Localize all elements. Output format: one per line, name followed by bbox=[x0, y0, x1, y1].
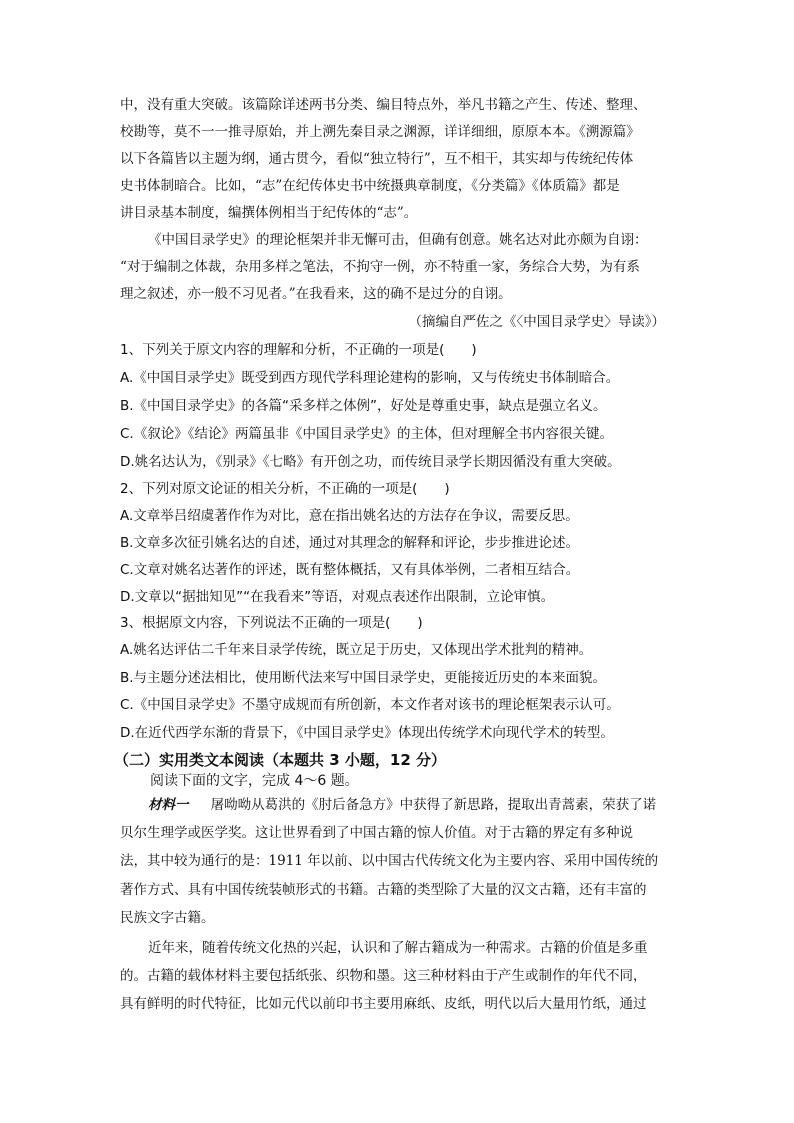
question-stem: 1、下列关于原文内容的理解和分析，不正确的一项是( ) bbox=[120, 342, 477, 358]
question-option: C.文章对姚名达著作的评述，既有整体概括，又有具体举例，二者相互结合。 bbox=[120, 562, 580, 578]
question-option: B.与主题分述法相比，使用断代法来写中国目录学史，更能接近历史的本来面貌。 bbox=[120, 670, 607, 686]
passage-line: 的。古籍的载体材料主要包括纸张、织物和墨。这三种材料由于产生或制作的年代不同， bbox=[120, 968, 647, 984]
passage-line: 贝尔生理学或医学奖。这让世界看到了中国古籍的惊人价值。对于古籍的界定有多种说 bbox=[120, 825, 633, 841]
passage-line: 理之叙述，亦一般不习见者。”在我看来，这的确不是过分的自诩。 bbox=[120, 286, 512, 302]
question-option: D.文章以“据拙知见”“在我看来”等语，对观点表述作出限制，立论审慎。 bbox=[120, 589, 555, 605]
passage-line bbox=[148, 795, 680, 815]
question-option: B.文章多次征引姚名达的自述，通过对其理念的解释和评论，步步推进论述。 bbox=[120, 535, 580, 551]
passage-line: 《中国目录学史》的理论框架并非无懈可击，但确有创意。姚名达对此亦颇为自诩： bbox=[148, 232, 648, 248]
question-option: A.《中国目录学史》既受到西方现代学科理论建构的影响，又与传统史书体制暗合。 bbox=[120, 370, 620, 386]
passage-line: 具有鲜明的时代特征，比如元代以前印书主要用麻纸、皮纸，明代以后大量用竹纸，通过 bbox=[120, 996, 647, 1012]
material-label: 材料一 bbox=[148, 797, 189, 813]
question-stem: 2、下列对原文论证的相关分析，不正确的一项是( ) bbox=[120, 481, 450, 497]
material-text: 屠呦呦从葛洪的《肘后备急方》中获得了新思路，提取出青蒿素，荣获了诺 bbox=[210, 797, 657, 813]
source-citation: （摘编自严佐之《〈中国目录学史〉导读》） bbox=[408, 314, 665, 330]
passage-line: 史书体制暗合。比如，“志”在纪传体史书中统摄典章制度，《分类篇》《体质篇》都是 bbox=[120, 178, 620, 194]
passage-line: 近年来，随着传统文化热的兴起，认识和了解古籍成为一种需求。古籍的价值是多重 bbox=[148, 940, 648, 956]
section-instruction: 阅读下面的文字，完成 4～6 题。 bbox=[150, 773, 359, 789]
passage-line: 讲目录基本制度，编撰体例相当于纪传体的“志”。 bbox=[120, 205, 418, 221]
passage-line: 法，其中较为通行的是：1911 年以前、以中国古代传统文化为主要内容、采用中国传统的 bbox=[120, 853, 659, 869]
question-option: D.姚名达认为，《别录》《七略》有开创之功，而传统目录学长期因循没有重大突破。 bbox=[120, 454, 621, 470]
question-stem: 3、根据原文内容，下列说法不正确的一项是( ) bbox=[120, 615, 423, 631]
passage-line: 中，没有重大突破。该篇除详述两书分类、编目特点外，举凡书籍之产生、传述、整理、 bbox=[120, 97, 647, 113]
passage-line: 校勘等，莫不一一推寻原始，并上溯先秦目录之渊源，详详细细，原原本本。《溯源篇》 bbox=[120, 124, 640, 140]
passage-line: “对于编制之体裁，杂用多样之笔法，不拘守一例，亦不特重一家，务综合大势，为有系 bbox=[120, 259, 640, 275]
question-option: D.在近代西学东渐的背景下，《中国目录学史》体现出传统学术向现代学术的转型。 bbox=[120, 725, 614, 741]
question-option: C.《中国目录学史》不墨守成规而有所创新，本文作者对该书的理论框架表示认可。 bbox=[120, 697, 620, 713]
passage-line: 著作方式、具有中国传统装帧形式的书籍。古籍的类型除了大量的汉文古籍，还有丰富的 bbox=[120, 882, 647, 898]
passage-line: 民族文字古籍。 bbox=[120, 910, 215, 926]
question-option: C.《叙论》《结论》两篇虽非《中国目录学史》的主体，但对理解全书内容很关键。 bbox=[120, 426, 613, 442]
question-option: A.文章举吕绍虞著作作为对比，意在指出姚名达的方法存在争议，需要反思。 bbox=[120, 508, 579, 524]
section-heading: （二）实用类文本阅读（本题共 3 小题，12 分） bbox=[114, 751, 446, 769]
question-option: B.《中国目录学史》的各篇“采多样之体例”，好处是尊重史事，缺点是强立名义。 bbox=[120, 398, 607, 414]
question-option: A.姚名达评估二千年来目录学传统，既立足于历史，又体现出学术批判的精神。 bbox=[120, 642, 593, 658]
passage-line: 以下各篇皆以主题为纲，通古贯今，看似“独立特行”，互不相干，其实却与传统纪传体 bbox=[120, 151, 634, 167]
